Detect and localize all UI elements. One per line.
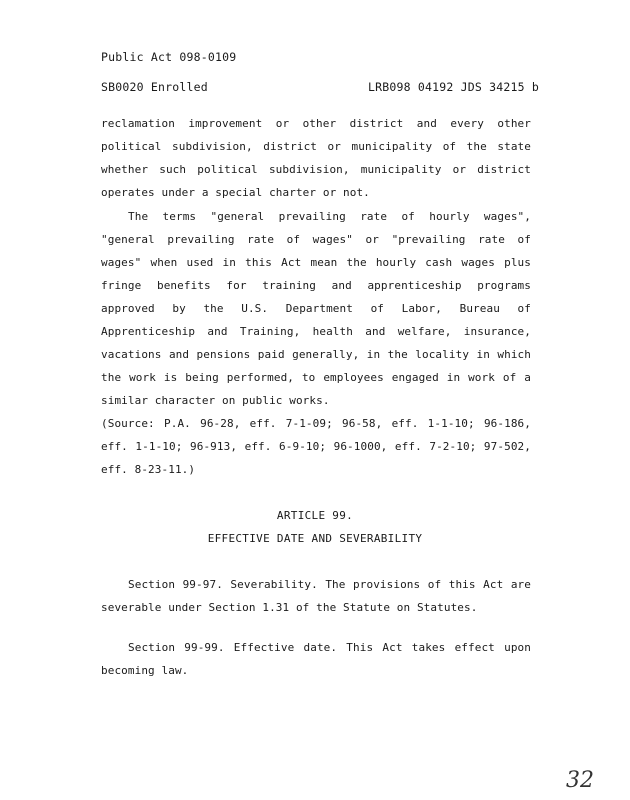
section-severability-line: severable under Section 1.31 of the Statute on Statutes. [101, 601, 478, 614]
body-line: the work is being performed, to employees engaged in work of a [101, 371, 531, 384]
section-severability-line: Section 99-97. Severability. The provisions of this Act are [128, 578, 531, 591]
body-line: The terms "general prevailing rate of hourly wages", [128, 210, 531, 223]
article-number: ARTICLE 99. [276, 509, 354, 522]
handwritten-page-number: 32 [566, 768, 594, 793]
source-line: eff. 8-23-11.) [101, 463, 196, 476]
body-line: whether such political subdivision, municipality or district [101, 163, 531, 176]
public-act-number: Public Act 098-0109 [101, 50, 237, 64]
body-line: wages" when used in this Act mean the hourly cash wages plus [101, 256, 531, 269]
section-effective-date-line: Section 99-99. Effective date. This Act takes effect upon [128, 641, 531, 654]
body-line: fringe benefits for training and apprenticeship programs [101, 279, 531, 292]
bill-number: SB0020 Enrolled [101, 80, 208, 94]
lrb-number: LRB098 04192 JDS 34215 b [368, 80, 539, 94]
source-line: (Source: P.A. 96-28, eff. 7-1-09; 96-58, eff. 1-1-10; 96-186, [101, 417, 531, 430]
body-line: "general prevailing rate of wages" or "prevailing rate of [101, 233, 531, 246]
body-line: political subdivision, district or municipality of the state [101, 140, 531, 153]
body-line: similar character on public works. [101, 394, 330, 407]
body-line: approved by the U.S. Department of Labor, Bureau of [101, 302, 531, 315]
article-title: EFFECTIVE DATE AND SEVERABILITY [207, 532, 423, 545]
body-line: Apprenticeship and Training, health and welfare, insurance, [101, 325, 531, 338]
body-line: operates under a special charter or not. [101, 186, 370, 199]
body-line: vacations and pensions paid generally, in the locality in which [101, 348, 531, 361]
source-line: eff. 1-1-10; 96-913, eff. 6-9-10; 96-1000, eff. 7-2-10; 97-502, [101, 440, 531, 453]
body-line: reclamation improvement or other district and every other [101, 117, 531, 130]
section-effective-date-line: becoming law. [101, 664, 189, 677]
